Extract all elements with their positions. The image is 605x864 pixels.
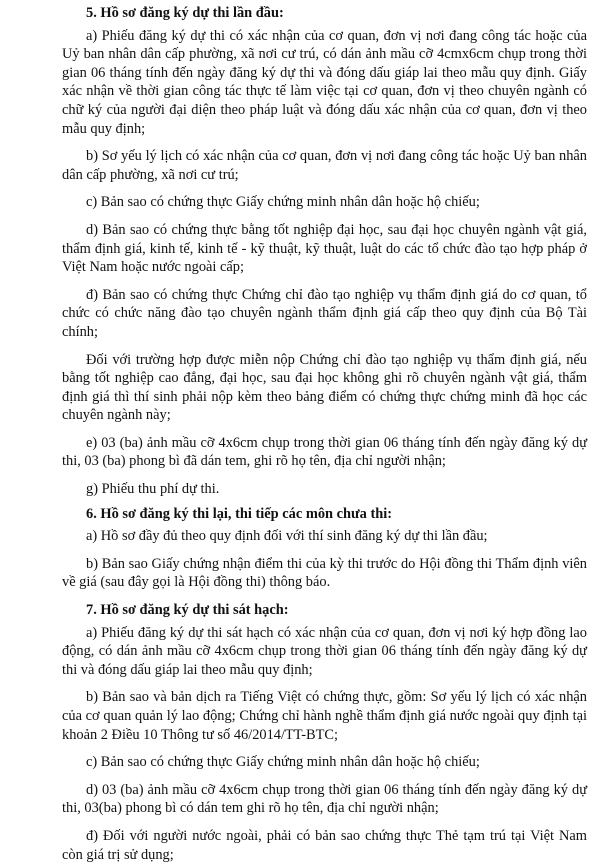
paragraph: c) Bản sao có chứng thực Giấy chứng minh nhân dân hoặc hộ chiếu; bbox=[86, 754, 480, 771]
section-heading: 6. Hồ sơ đăng ký thi lại, thi tiếp các môn chưa thi: bbox=[86, 505, 393, 522]
paragraph: a) Hồ sơ đầy đủ theo quy định đối với thí sinh đăng ký dự thi lần đầu; bbox=[86, 528, 488, 545]
paragraph: b) Bản sao và bản dịch ra Tiếng Việt có chứng thực, gồm: Sơ yếu lý lịch có xác nhận của cơ quan quản lý lao động; Chứng chỉ hành nghề thẩm định giá nước ngoài quy định tại khoản 2 Điều 10 Thông tư số 46/2014/TT-BTC; bbox=[62, 689, 587, 743]
paragraph: d) Bản sao có chứng thực bằng tốt nghiệp đại học, sau đại học chuyên ngành vật giá, thẩm định giá, kinh tế, kinh tế - kỹ thuật, kỹ thuật, luật do các tổ chức đào tạo hợp pháp ở Việt Nam hoặc nước ngoài cấp; bbox=[62, 221, 587, 276]
section-6 bbox=[62, 505, 587, 592]
paragraph: a) Phiếu đăng ký dự thi sát hạch có xác nhận của cơ quan, đơn vị nơi ký hợp đồng lao động, có dán ảnh mầu cỡ 4x6cm chụp trong thời gian 06 tháng tính đến ngày đăng ký dự thi và đóng dấu giáp lai theo mẫu quy định; bbox=[62, 624, 587, 678]
paragraph: b) Sơ yếu lý lịch có xác nhận của cơ quan, đơn vị nơi đang công tác hoặc Uỷ ban nhân dân cấp phường, xã nơi cư trú; bbox=[62, 148, 587, 183]
paragraph: c) Bản sao có chứng thực Giấy chứng minh nhân dân hoặc hộ chiếu; bbox=[86, 194, 480, 211]
section-5 bbox=[62, 4, 587, 499]
paragraph: Đối với trường hợp được miễn nộp Chứng chỉ đào tạo nghiệp vụ thẩm định giá, nếu bằng tốt nghiệp cao đẳng, đại học, sau đại học không ghi rõ chuyên ngành vật giá, thẩm định giá thì thí sinh phải nộp kèm theo bảng điểm có chứng thực chứng minh đã học các chuyên ngành này; bbox=[62, 351, 587, 424]
paragraph: e) 03 (ba) ảnh mầu cỡ 4x6cm chụp trong thời gian 06 tháng tính đến ngày đăng ký dự thi, 03 (ba) phong bì đã dán tem, ghi rõ họ tên, địa chỉ người nhận; bbox=[62, 434, 587, 470]
section-7 bbox=[62, 601, 587, 864]
paragraph: a) Phiếu đăng ký dự thi có xác nhận của cơ quan, đơn vị nơi đang công tác hoặc của Uỷ ban nhân dân cấp phường, xã nơi cư trú, có dán ảnh mầu cỡ 4cmx6cm chụp trong thời gian 06 tháng tính đến ngày đăng ký dự thi và đóng dấu giáp lai theo mẫu quy định. Giấy xác nhận về thời gian công tác thực tế làm việc tại cơ quan, đơn vị theo chuyên ngành có chữ ký của người đại diện theo pháp luật và đóng dấu xác nhận của cơ quan, đơn vị theo mẫu quy định; bbox=[62, 27, 587, 137]
paragraph: g) Phiếu thu phí dự thi. bbox=[86, 481, 220, 498]
paragraph: d) 03 (ba) ảnh mầu cỡ 4x6cm chụp trong thời gian 06 tháng tính đến ngày đăng ký dự thi, 03(ba) phong bì có dán tem ghi rõ họ tên, địa chỉ người nhận; bbox=[62, 781, 587, 817]
section-heading: 5. Hồ sơ đăng ký dự thi lần đầu: bbox=[86, 5, 284, 21]
section-heading: 7. Hồ sơ đăng ký dự thi sát hạch: bbox=[86, 602, 289, 619]
paragraph: đ) Đối với người nước ngoài, phải có bản sao chứng thực Thẻ tạm trú tại Việt Nam còn giá trị sử dụng; bbox=[62, 827, 587, 863]
paragraph: đ) Bản sao có chứng thực Chứng chỉ đào tạo nghiệp vụ thẩm định giá do cơ quan, tổ chức có chức năng đào tạo chuyên ngành thẩm định giá cấp theo quy định của Bộ Tài chính; bbox=[62, 286, 587, 340]
paragraph: b) Bản sao Giấy chứng nhận điểm thi của kỳ thi trước do Hội đồng thi Thẩm định viên về giá (sau đây gọi là Hội đồng thi) thông báo. bbox=[62, 555, 587, 591]
